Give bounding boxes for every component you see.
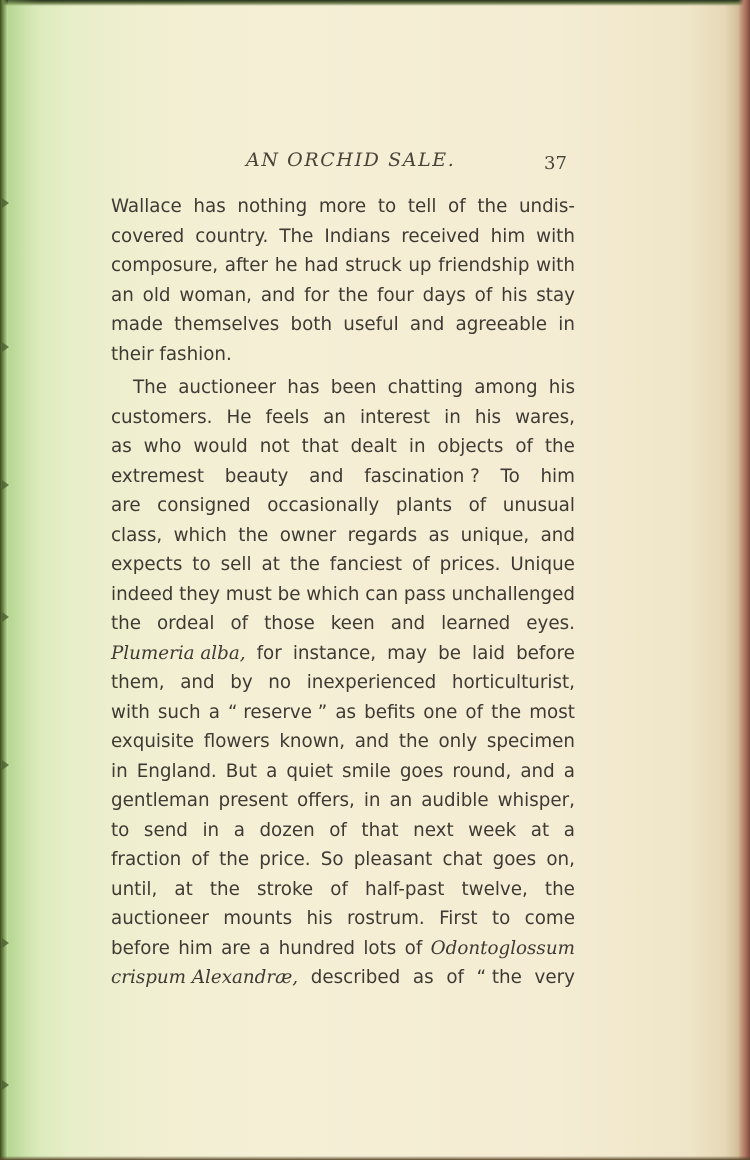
word: prices. [439,554,501,575]
text-line [111,491,575,521]
word: both [290,314,333,335]
word: been [330,377,377,398]
word: lots [363,937,397,959]
word: country. [195,225,269,247]
word: audible [421,790,489,811]
text-line [111,192,575,222]
text-line [111,281,575,311]
word: for [304,284,330,306]
word: So [320,849,344,870]
text-line [111,816,575,846]
word: occasionally [267,495,380,516]
word: him [490,225,526,247]
text-line [111,340,575,370]
word: a [233,819,245,841]
word: to [192,554,211,575]
word: keen [330,613,375,634]
text-line [111,698,575,728]
word: instance, [292,642,377,664]
word: the [398,731,429,752]
word: undis- [518,196,575,217]
word: send [143,819,188,841]
word: rostrum. [347,908,425,929]
word: First [439,908,478,929]
page-number: 37 [544,153,567,174]
word: and [390,613,426,634]
word: wares, [515,406,575,428]
word: agreeable [455,314,548,335]
text-line [111,727,575,757]
word: round, [452,760,512,782]
word: his [306,908,333,929]
word: had [304,255,339,276]
word: befits [364,701,416,723]
word: before [111,937,170,959]
word: are [111,495,141,516]
word: as [428,524,450,546]
word: unique, [460,524,530,546]
paragraph [111,192,575,369]
word: sell [220,554,252,575]
text-line [111,668,575,698]
word: them, [111,672,165,693]
word: class, [111,524,163,546]
word: an [389,790,413,811]
word: after [224,255,269,276]
word: only [438,731,478,752]
word: at [261,554,280,575]
word: received [401,225,480,247]
word: hundred [278,937,355,959]
word: stay [536,284,575,306]
italic-word: Odontoglossum [430,937,575,959]
word: stroke [256,878,314,900]
word: the [338,284,369,306]
word: of [230,613,249,634]
text-line [111,580,575,610]
word: be [438,642,461,664]
text-line [111,373,575,403]
word: dozen [259,819,315,841]
word: not [259,436,290,457]
text-line [111,609,575,639]
text-line [111,550,575,580]
word: flowers [203,731,270,752]
word: they [179,583,220,605]
word: those [264,613,315,634]
word: the [111,613,142,634]
page-top-edge [0,0,750,6]
running-title: AN ORCHID SALE. [246,149,456,171]
word: He [226,406,252,428]
word: interest [359,406,431,428]
word: must [225,583,272,605]
text-line [111,786,575,816]
word: a [266,760,278,782]
word: more [318,196,367,217]
text-line [111,757,575,787]
word: described [310,967,401,988]
word: gentleman [111,790,210,811]
word: extremest [111,465,205,487]
word: friendship [438,255,530,276]
word: covered [111,225,185,247]
text-line [111,934,575,964]
word: made [111,314,163,335]
word: goes [492,849,537,870]
body-text [111,192,575,993]
word: Unique [510,554,575,575]
word: most [529,701,575,723]
word: may [387,642,428,664]
word: Indians [324,225,391,247]
word: ordeal [156,613,215,634]
word: at [530,819,550,841]
word: that [301,436,339,457]
text-line [111,462,575,492]
word: in [363,790,381,811]
word: a [208,701,220,723]
word: fanciest [329,554,403,575]
word: indeed [111,583,174,605]
word: tell [407,196,437,217]
text-line [111,521,575,551]
word: until, [111,878,158,900]
word: customers. [111,406,213,428]
word: “ the [476,967,522,988]
word: his [501,284,528,306]
word: half-past [364,878,445,900]
word: as [412,967,434,988]
word: in [111,760,128,782]
word: But [225,760,258,782]
word: to [111,819,130,841]
word: present [218,790,288,811]
text-line [111,432,575,462]
word: on, [546,849,575,870]
word: such [157,701,201,723]
word: feels [265,406,310,428]
text-line [111,639,575,669]
word: of [465,701,484,723]
word: “ reserve ” [227,701,328,723]
word: and [354,731,390,752]
word: to [491,908,511,929]
word: of [329,819,347,841]
word: would [193,436,248,457]
paragraph [111,373,575,993]
word: the [219,849,250,870]
word: useful [343,314,399,335]
word: Wallace [111,196,182,217]
word: nothing [237,196,308,217]
word: their fashion. [111,343,232,365]
word: fraction [111,849,182,870]
word: unchallenged [451,583,575,605]
word: of [404,937,423,959]
word: smile [342,760,391,782]
word: in [202,819,220,841]
word: of [446,967,464,988]
word: of [191,849,209,870]
word: come [524,908,575,929]
word: the [544,436,575,457]
word: a [563,760,575,782]
text-line [111,251,575,281]
text-line [111,222,575,252]
word: woman, [179,284,252,306]
word: old [142,284,171,306]
word: and [520,760,555,782]
word: with [536,225,575,247]
word: in [444,406,461,428]
word: the [477,196,508,217]
word: a [259,937,271,959]
word: fascination ? [364,465,480,487]
word: before [516,642,575,664]
word: which [306,583,360,605]
word: The [133,377,168,398]
word: he [274,255,298,276]
word: the [289,554,320,575]
word: an [323,406,346,428]
word: consigned [157,495,251,516]
word: regards [347,524,418,546]
word: of [412,554,430,575]
page-header [0,149,750,179]
word: among [474,377,538,398]
text-line [111,904,575,934]
text-line [111,875,575,905]
word: has [193,196,226,217]
italic-word: crispum Alexandræ, [111,967,299,988]
word: objects [437,436,504,457]
word: the [209,878,240,900]
word: of [448,196,466,217]
word: his [548,377,575,398]
word: beauty [224,465,289,487]
word: of [330,878,348,900]
word: no [268,672,292,693]
word: and [409,314,445,335]
word: auctioneer [111,908,209,929]
word: that [361,819,399,841]
text-line [111,845,575,875]
word: at [174,878,193,900]
word: laid [472,642,505,664]
text-line [111,963,575,993]
word: can [365,583,399,605]
word: one [423,701,458,723]
word: eyes. [526,613,575,634]
word: and [540,524,575,546]
word: the [491,701,522,723]
word: England. [136,760,217,782]
word: are [221,937,251,959]
word: the [238,524,269,546]
word: of [515,436,533,457]
word: goes [399,760,444,782]
word: has [287,377,320,398]
word: The [279,225,314,247]
word: for [256,642,282,664]
word: unusual [502,495,575,516]
word: very [534,967,575,988]
word: pass [403,583,446,605]
word: with [536,255,575,276]
word: auctioneer [178,377,277,398]
word: known, [279,731,346,752]
word: owner [279,524,337,546]
page-bottom-edge [0,1156,750,1160]
word: of [468,495,487,516]
word: exquisite [111,731,195,752]
word: a [563,819,575,841]
word: by [230,672,253,693]
text-line [111,403,575,433]
word: in [558,314,575,335]
word: mounts [223,908,293,929]
word: four [377,284,414,306]
word: be [277,583,301,605]
word: and [309,465,344,487]
word: composure, [111,255,219,276]
word: learned [441,613,511,634]
word: expects [111,554,183,575]
word: with [111,701,150,723]
word: as [335,701,357,723]
word: him [178,937,213,959]
word: quiet [286,760,334,782]
word: who [143,436,182,457]
word: chatting [387,377,464,398]
word: up [408,255,432,276]
italic-word: Plumeria alba, [111,642,246,664]
word: offers, [296,790,355,811]
word: chat [442,849,483,870]
word: days [422,284,466,306]
word: pleasant [353,849,433,870]
word: which [173,524,227,546]
word: the [544,878,575,900]
word: next [413,819,454,841]
word: in [408,436,426,457]
word: whisper, [497,790,575,811]
word: specimen [486,731,575,752]
word: week [468,819,517,841]
word: and [180,672,215,693]
word: To [500,465,520,487]
word: inexperienced [306,672,437,693]
word: to [377,196,397,217]
word: his [474,406,502,428]
word: as [111,436,132,457]
word: dealt [350,436,397,457]
word: him [540,465,575,487]
word: struck [345,255,402,276]
word: of [474,284,493,306]
word: horticulturist, [451,672,575,693]
word: twelve, [461,878,528,900]
word: themselves [174,314,280,335]
word: plants [395,495,452,516]
word: and [260,284,296,306]
word: an [111,284,134,306]
text-line [111,310,575,340]
word: price. [259,849,311,870]
